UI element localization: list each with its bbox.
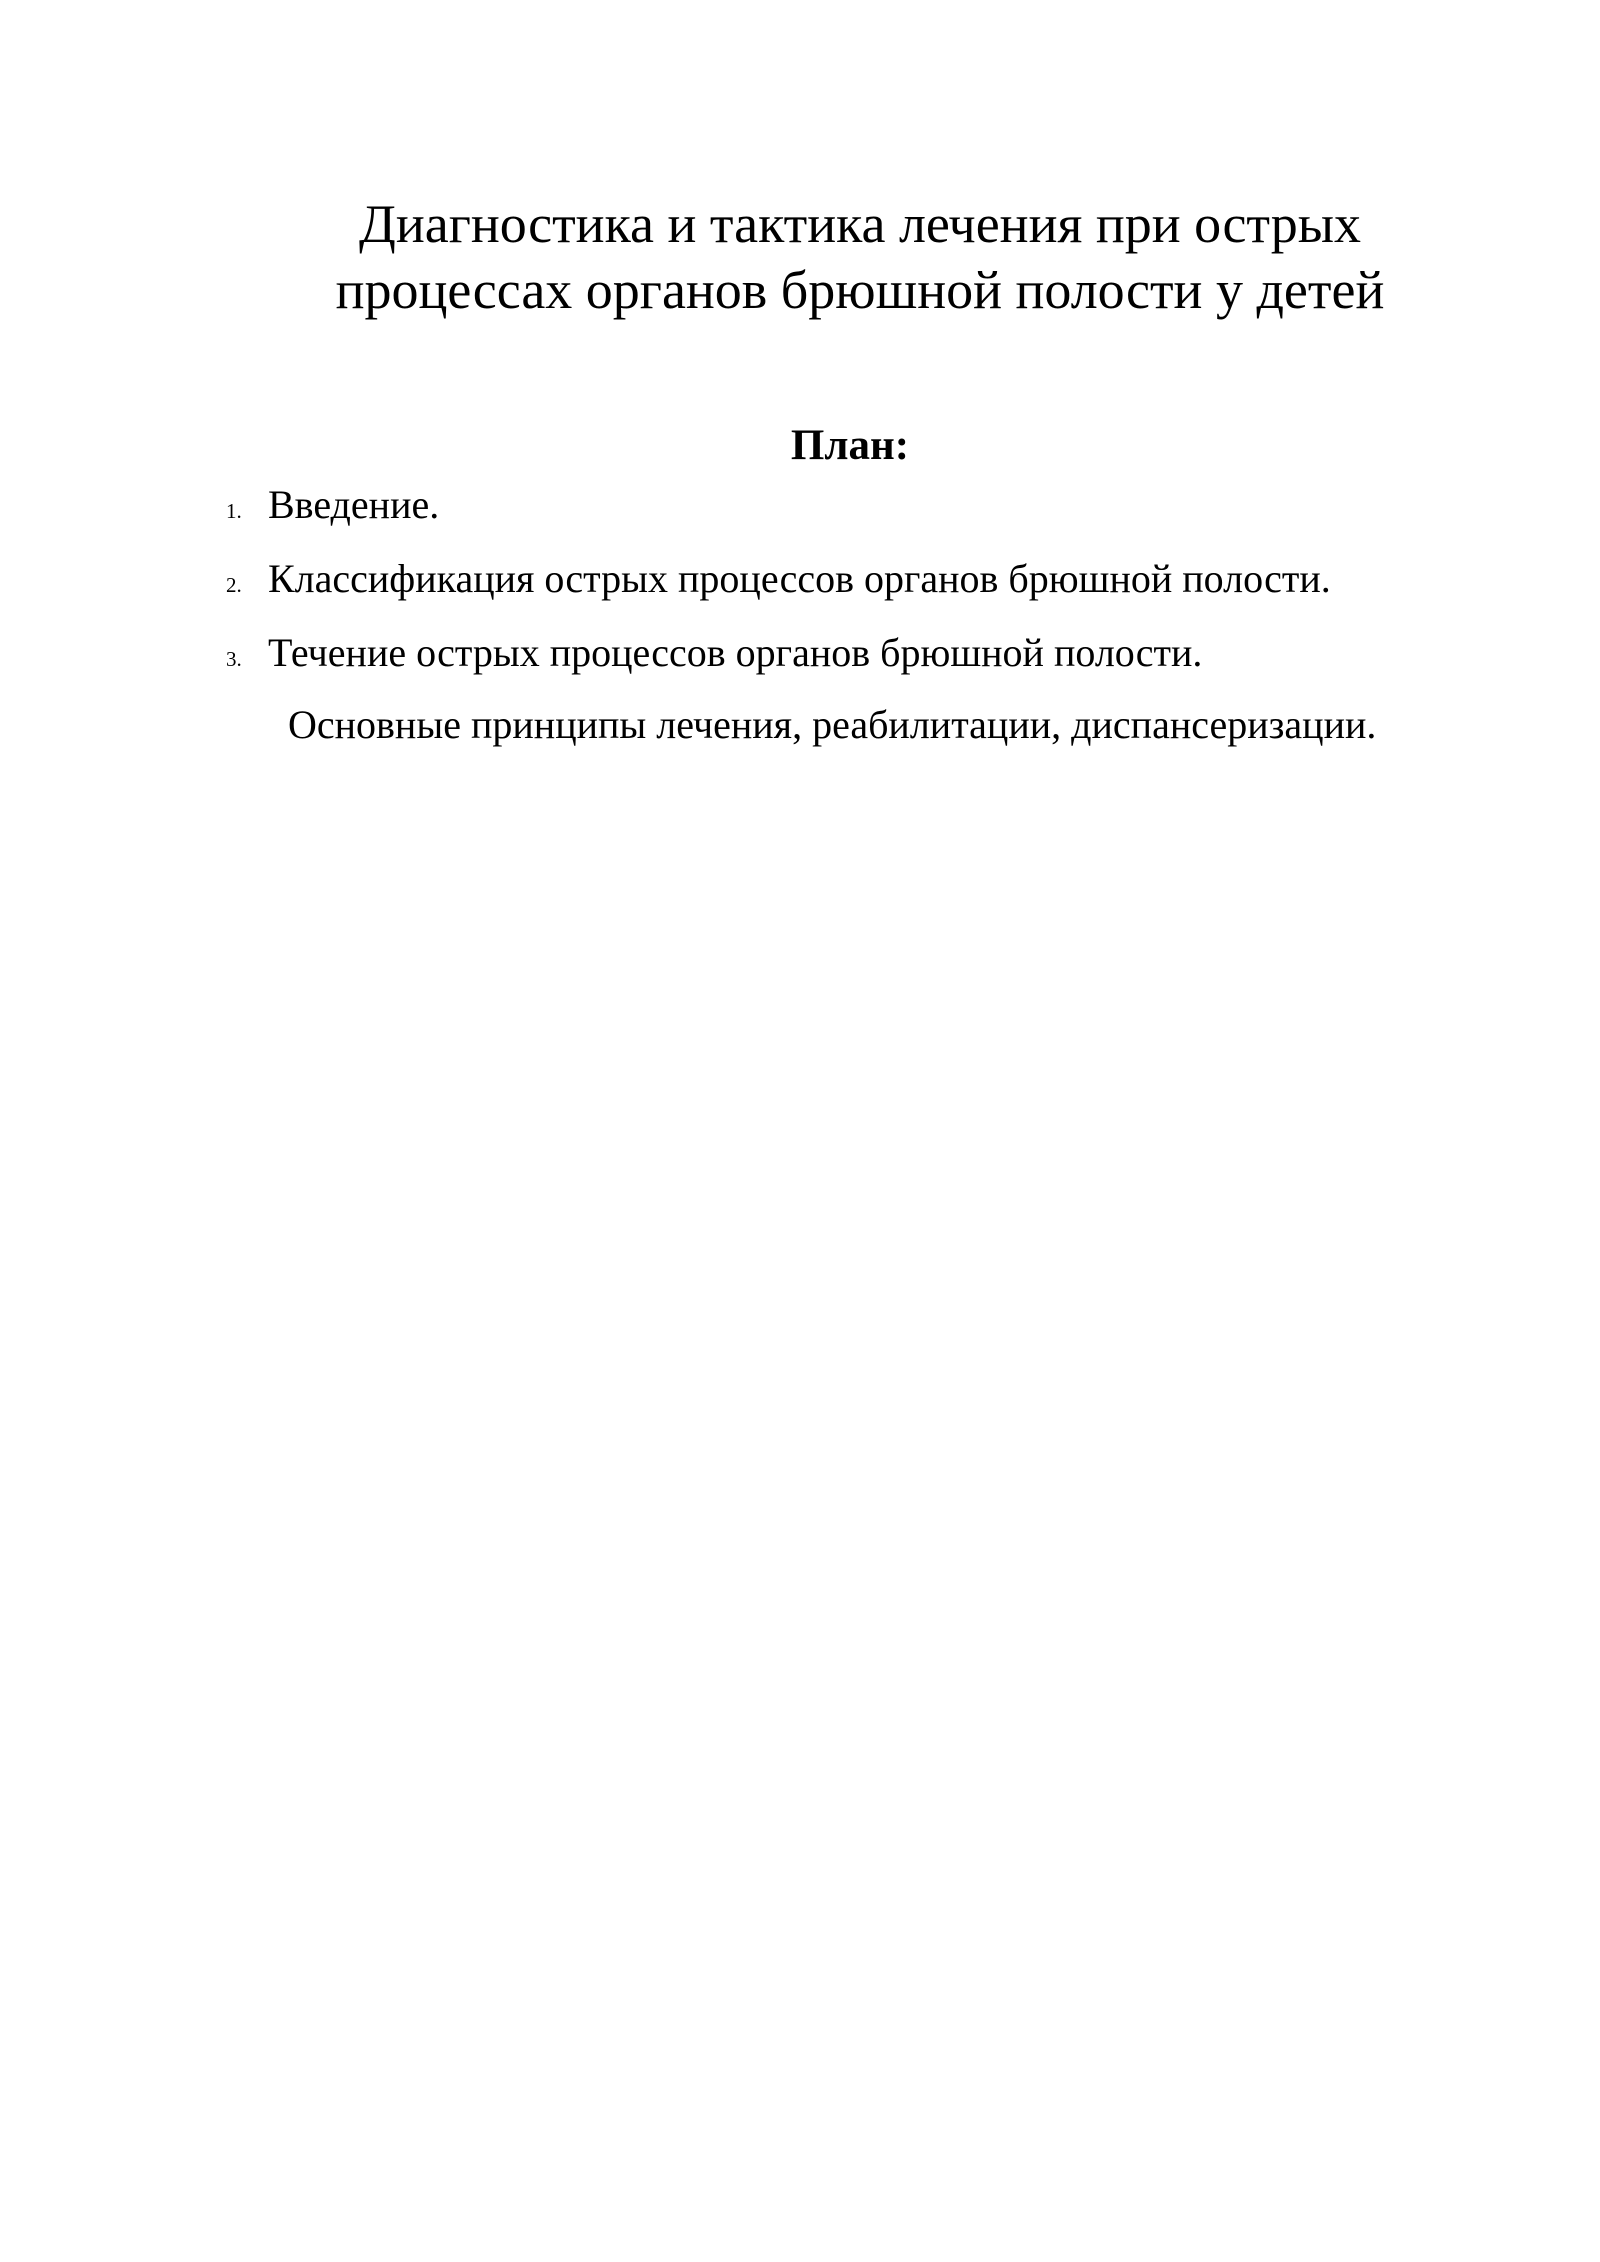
plan-item-number: 2. (226, 573, 242, 597)
plan-item-text: Течение острых процессов органов брюшной полости. (268, 630, 1203, 675)
plan-heading: План: (790, 422, 910, 469)
plan-item-number: 3. (226, 647, 242, 671)
plan-item-text: Классификация острых процессов органов брюшной полости. (268, 556, 1331, 601)
document-title-line-1: Диагностика и тактика лечения при острых (359, 194, 1361, 255)
document-title (240, 191, 1480, 323)
plan-item-number: 1. (226, 499, 242, 523)
document-title-line-2: процессах органов брюшной полости у детей (335, 260, 1385, 321)
plan-item-text: Введение. (268, 482, 440, 527)
plan-item-3-continuation: Основные принципы лечения, реабилитации, диспансеризации. (288, 702, 1377, 747)
